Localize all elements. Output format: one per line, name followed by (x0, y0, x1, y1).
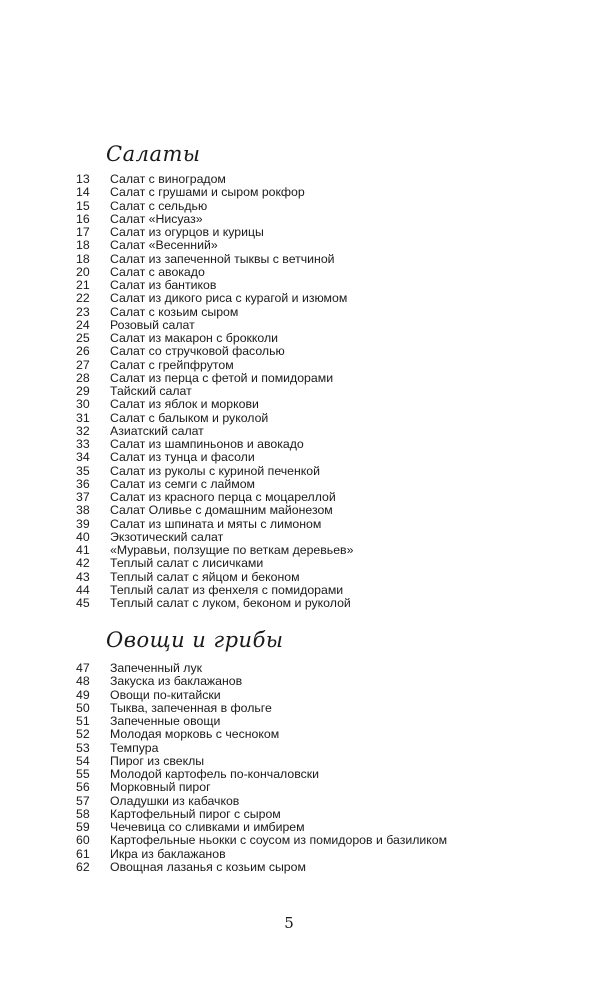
section-title-salads: Салаты (106, 142, 201, 166)
page-number: 5 (284, 914, 294, 932)
toc-entry-page: 62 (76, 859, 90, 874)
toc-entry-page: 54 (76, 753, 90, 768)
toc-entry-title: Салат из красного перца с моцареллой (110, 490, 336, 504)
toc-entry (0, 689, 560, 702)
toc-entry (0, 795, 560, 808)
toc-entry-title: Салат из шпината и мяты с лимоном (110, 516, 322, 531)
toc-entry (0, 848, 560, 861)
toc-entry-page: 20 (76, 264, 90, 279)
toc-entry-page: 40 (76, 529, 90, 544)
toc-entry-page: 55 (76, 767, 90, 781)
toc-entry (0, 597, 560, 610)
toc-entry-page: 14 (76, 185, 90, 200)
toc-entry-title: Салат Оливье с домашним майонезом (110, 503, 333, 518)
toc-entry (0, 398, 560, 411)
toc-entry-title: Молодой картофель по-кончаловски (110, 767, 319, 781)
toc-entry-page: 31 (76, 410, 90, 425)
toc-entry-title: Розовый салат (110, 317, 195, 332)
toc-entry-page: 36 (76, 476, 90, 491)
toc-entry (0, 451, 560, 464)
toc-entry (0, 728, 560, 741)
toc-entry (0, 781, 560, 794)
toc-entry (0, 808, 560, 821)
toc-entry (0, 173, 560, 186)
toc-entry-title: Молодая морковь с чесноком (110, 727, 280, 742)
toc-entry-title: Салат с сельдью (110, 198, 208, 213)
toc-entry-page: 57 (76, 793, 90, 808)
toc-entry (0, 266, 560, 279)
toc-entry (0, 755, 560, 768)
toc-entry-title: Чечевица со сливками и имбирем (110, 820, 305, 834)
toc-entry-page: 37 (76, 490, 90, 504)
toc-entry (0, 385, 560, 398)
toc-entry-page: 29 (76, 384, 90, 398)
toc-entry-page: 30 (76, 397, 90, 412)
toc-entry-title: Тайский салат (110, 384, 192, 398)
toc-entry (0, 702, 560, 715)
toc-entry-title: Салат с грушами и сыром рокфор (110, 185, 305, 200)
toc-entry-title: Темпура (110, 740, 159, 755)
toc-entry-page: 45 (76, 596, 90, 610)
toc-entry-title: Пирог из свеклы (110, 753, 205, 768)
toc-entry-page: 58 (76, 806, 90, 821)
toc-entry (0, 821, 560, 834)
toc-entry-title: Салат «Весенний» (110, 238, 218, 253)
toc-entry-title: Салат с авокадо (110, 264, 205, 279)
toc-entry-page: 41 (76, 543, 90, 557)
toc-entry (0, 239, 560, 252)
toc-entry-page: 38 (76, 503, 90, 518)
toc-entry (0, 584, 560, 597)
toc-entry (0, 662, 560, 675)
toc-entry (0, 531, 560, 544)
toc-entry-page: 15 (76, 198, 90, 213)
toc-entry-page: 24 (76, 317, 90, 332)
toc-entry (0, 345, 560, 358)
toc-entry-page: 16 (76, 211, 90, 226)
toc-entry-title: Экзотический салат (110, 529, 224, 544)
toc-entry-title: Салат из макарон с брокколи (110, 331, 279, 345)
toc-entry-page: 23 (76, 304, 90, 319)
toc-entry (0, 412, 560, 425)
toc-entry-title: Картофельный пирог с сыром (110, 806, 281, 821)
toc-entry-page: 32 (76, 423, 90, 438)
toc-entry-page: 39 (76, 516, 90, 531)
toc-entry (0, 491, 560, 504)
toc-entry-page: 25 (76, 331, 90, 345)
toc-entry (0, 213, 560, 226)
toc-entry-title: Салат с грейпфрутом (110, 357, 234, 372)
toc-entry-page: 49 (76, 687, 90, 702)
toc-entry-title: Тыква, запеченная в фольге (110, 700, 272, 715)
toc-entry-title: Оладушки из кабачков (110, 793, 240, 808)
toc-entry (0, 768, 560, 781)
toc-entry (0, 675, 560, 688)
toc-entry-title: Теплый салат с лисичками (110, 556, 264, 571)
toc-entry (0, 557, 560, 570)
toc-entry-page: 47 (76, 661, 90, 675)
toc-entry (0, 834, 560, 847)
toc-entry-title: Запеченные овощи (110, 714, 221, 728)
toc-entry-title: Запеченный лук (110, 661, 203, 675)
toc-entry (0, 465, 560, 478)
toc-entry-page: 53 (76, 740, 90, 755)
toc-entry-title: Салат из шампиньонов и авокадо (110, 437, 304, 451)
toc-entry-title: Салат из запеченной тыквы с ветчиной (110, 251, 335, 266)
toc-entry-page: 21 (76, 278, 90, 292)
toc-entry-page: 60 (76, 833, 90, 848)
toc-entry-title: Салат из бантиков (110, 278, 217, 292)
toc-entry-title: Азиатский салат (110, 423, 204, 438)
toc-entry (0, 306, 560, 319)
toc-entry-page: 34 (76, 450, 90, 465)
toc-entry (0, 425, 560, 438)
toc-entry (0, 332, 560, 345)
toc-entry-page: 52 (76, 727, 90, 742)
toc-entry-page: 33 (76, 437, 90, 451)
toc-entry-title: Теплый салат с яйцом и беконом (110, 569, 300, 584)
toc-entry-page: 42 (76, 556, 90, 571)
toc-entry-page: 43 (76, 569, 90, 584)
toc-entry (0, 226, 560, 239)
toc-entry (0, 438, 560, 451)
toc-entry (0, 200, 560, 213)
toc-entry-title: Салат с балыком и руколой (110, 410, 269, 425)
toc-entry-page: 61 (76, 846, 90, 861)
toc-entry-title: Салат с козьим сыром (110, 304, 239, 319)
toc-entry-title: Салат из перца с фетой и помидорами (110, 370, 334, 385)
toc-entry-title: Теплый салат с луком, беконом и руколой (110, 596, 351, 610)
toc-entry (0, 372, 560, 385)
toc-entry (0, 742, 560, 755)
toc-entry-page: 56 (76, 780, 90, 795)
toc-entry (0, 544, 560, 557)
toc-entry (0, 253, 560, 266)
toc-list-vegetables (0, 662, 560, 874)
toc-entry-title: Теплый салат из фенхеля с помидорами (110, 582, 344, 597)
toc-entry-page: 22 (76, 291, 90, 306)
toc-entry (0, 861, 560, 874)
toc-entry-title: Салат из дикого риса с курагой и изюмом (110, 291, 348, 306)
toc-entry-page: 50 (76, 700, 90, 715)
toc-entry-title: Салат из руколы с куриной печенкой (110, 463, 321, 478)
toc-entry-page: 35 (76, 463, 90, 478)
toc-entry-page: 48 (76, 674, 90, 689)
toc-entry (0, 504, 560, 517)
toc-entry (0, 319, 560, 332)
toc-entry (0, 715, 560, 728)
toc-entry (0, 292, 560, 305)
toc-entry-title: Овощи по-китайски (110, 687, 221, 702)
toc-entry-page: 28 (76, 370, 90, 385)
toc-entry-title: Картофельные ньокки с соусом из помидоров и базиликом (110, 833, 448, 848)
toc-entry-title: «Муравьи, ползущие по веткам деревьев» (110, 543, 354, 557)
toc-entry-page: 44 (76, 582, 90, 597)
toc-entry-title: Салат из семги с лаймом (110, 476, 255, 491)
toc-entry-title: Салат из огурцов и курицы (110, 225, 264, 239)
toc-entry-title: Салат из тунца и фасоли (110, 450, 255, 465)
toc-entry-title: Салат с виноградом (110, 172, 226, 186)
toc-entry-title: Салат из яблок и моркови (110, 397, 259, 412)
toc-entry (0, 478, 560, 491)
toc-entry-page: 18 (76, 251, 90, 266)
toc-entry (0, 186, 560, 199)
toc-entry (0, 279, 560, 292)
toc-entry-title: Морковный пирог (110, 780, 211, 795)
toc-entry-title: Салат «Нисуаз» (110, 211, 203, 226)
toc-entry-page: 18 (76, 238, 90, 253)
toc-entry (0, 571, 560, 584)
toc-entry (0, 359, 560, 372)
toc-entry-page: 17 (76, 225, 90, 239)
toc-entry-title: Овощная лазанья с козьим сыром (110, 859, 306, 874)
section-title-vegetables: Овощи и грибы (106, 628, 284, 652)
toc-entry-title: Икра из баклажанов (110, 846, 226, 861)
toc-entry-page: 13 (76, 172, 90, 186)
toc-entry-title: Закуска из баклажанов (110, 674, 243, 689)
toc-list-salads (0, 173, 560, 610)
toc-entry-page: 26 (76, 344, 90, 359)
toc-entry-title: Салат со стручковой фасолью (110, 344, 285, 359)
toc-entry-page: 59 (76, 820, 90, 834)
toc-entry-page: 51 (76, 714, 90, 728)
toc-entry-page: 27 (76, 357, 90, 372)
toc-entry (0, 518, 560, 531)
